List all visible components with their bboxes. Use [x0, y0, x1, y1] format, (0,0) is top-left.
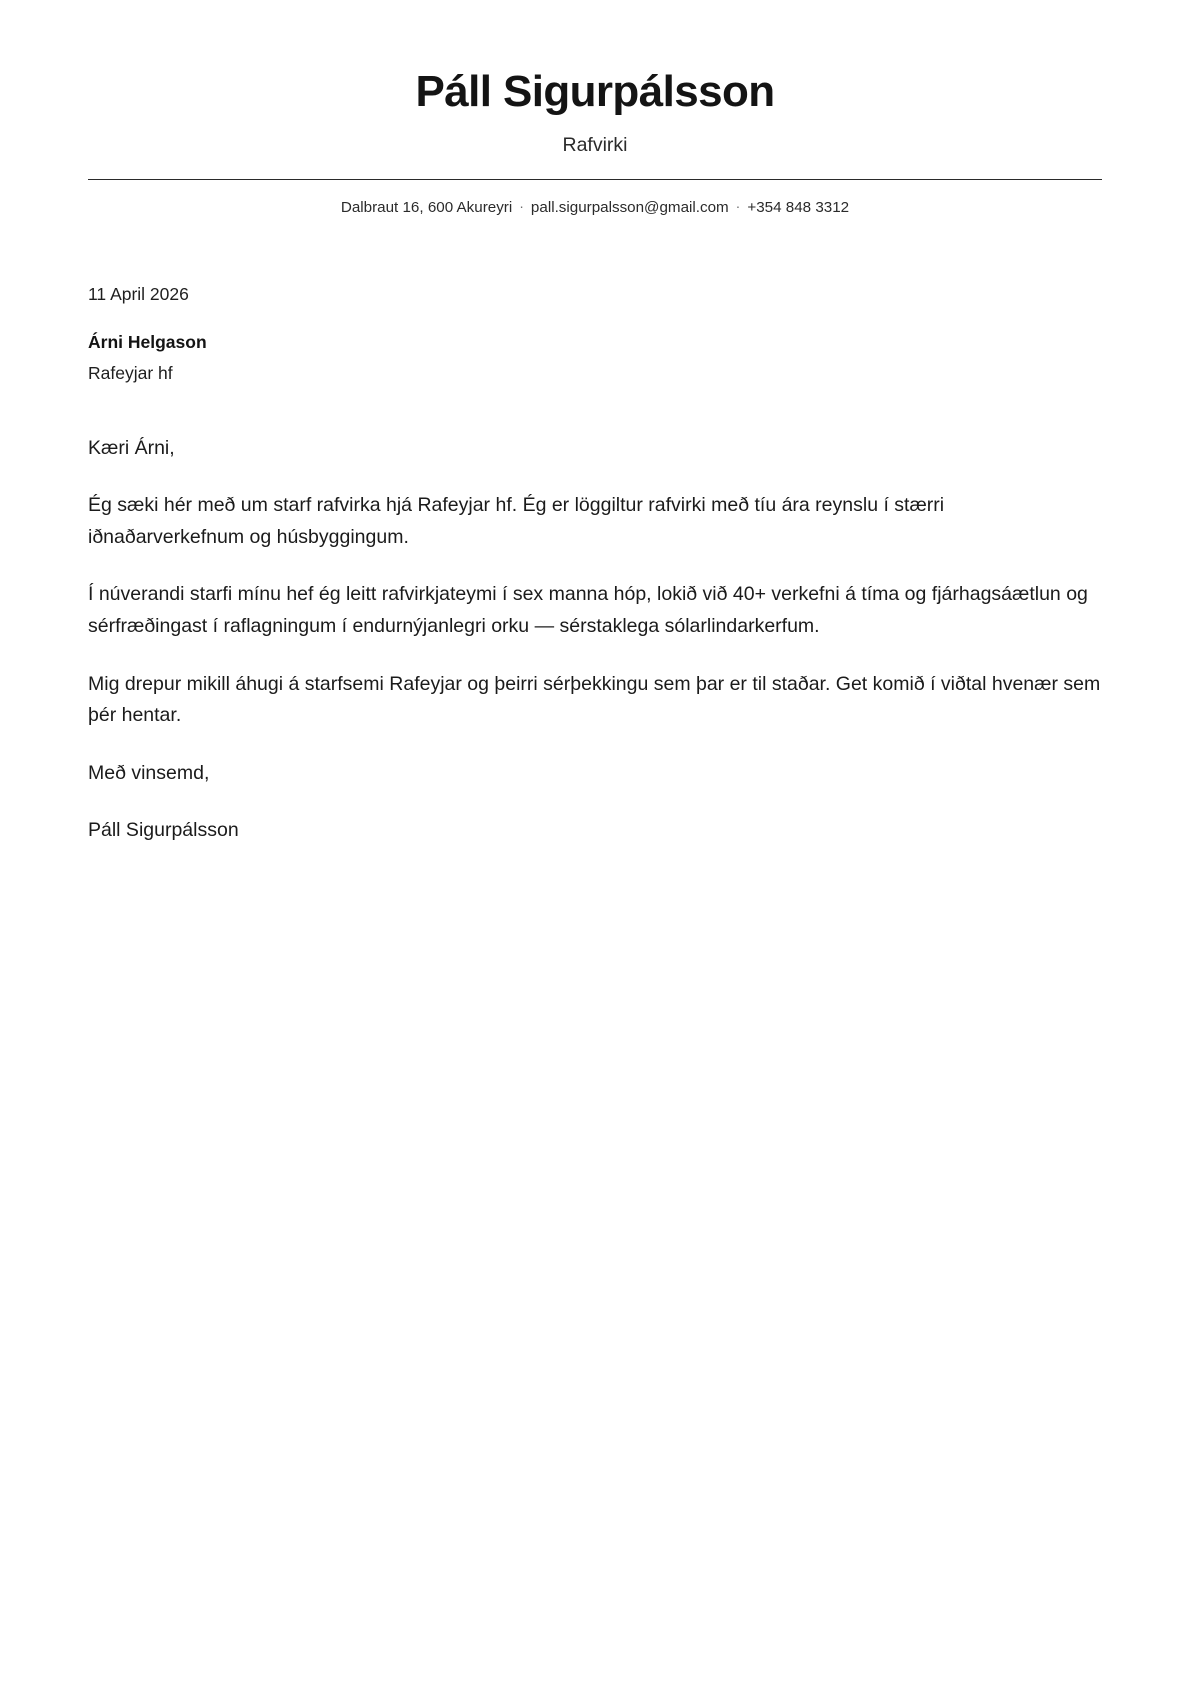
recipient-name: Árni Helgason — [88, 331, 207, 352]
applicant-job-title: Rafvirki — [562, 133, 628, 156]
body-paragraph-2: Í núverandi starfi mínu hef ég leitt rafvirkjateymi í sex manna hóp, lokið við 40+ verkefni á tíma og fjárhagsáætlun og sérfræðingast í raflagningum í endurnýjanlegri orku — sérstaklega sólarlindarkerfum. — [88, 583, 1088, 637]
letter-meta-block — [88, 281, 1102, 388]
contact-line — [88, 197, 1102, 218]
applicant-name: Páll Sigurpálsson — [415, 67, 775, 116]
contact-separator-1: · — [519, 198, 524, 215]
signature-name: Páll Sigurpálsson — [88, 818, 239, 841]
salutation: Kæri Árni, — [88, 437, 175, 460]
body-paragraph-3: Mig drepur mikill áhugi á starfsemi Rafeyjar og þeirri sérþekkingu sem þar er til staðar. Get komið í viðtal hvenær sem þér hentar. — [88, 672, 1101, 727]
contact-phone[interactable]: +354 848 3312 — [747, 199, 850, 217]
header-divider — [88, 179, 1102, 180]
contact-separator-2: · — [735, 198, 741, 215]
recipient-company: Rafeyjar hf — [88, 362, 173, 383]
letter-body — [88, 433, 1102, 846]
contact-email[interactable]: pall.sigurpalsson@gmail.com — [530, 199, 729, 217]
contact-address: Dalbraut 16, 600 Akureyri — [340, 199, 513, 217]
body-paragraph-1: Ég sæki hér með um starf rafvirka hjá Rafeyjar hf. Ég er löggiltur rafvirki með tíu ára reynslu í stærri iðnaðarverkefnum og húsbyggingum. — [88, 494, 945, 548]
closing-line: Með vinsemd, — [88, 761, 210, 784]
letter-header — [88, 0, 1102, 219]
recipient-block — [88, 329, 1102, 387]
letter-date: 11 April 2026 — [88, 283, 189, 304]
